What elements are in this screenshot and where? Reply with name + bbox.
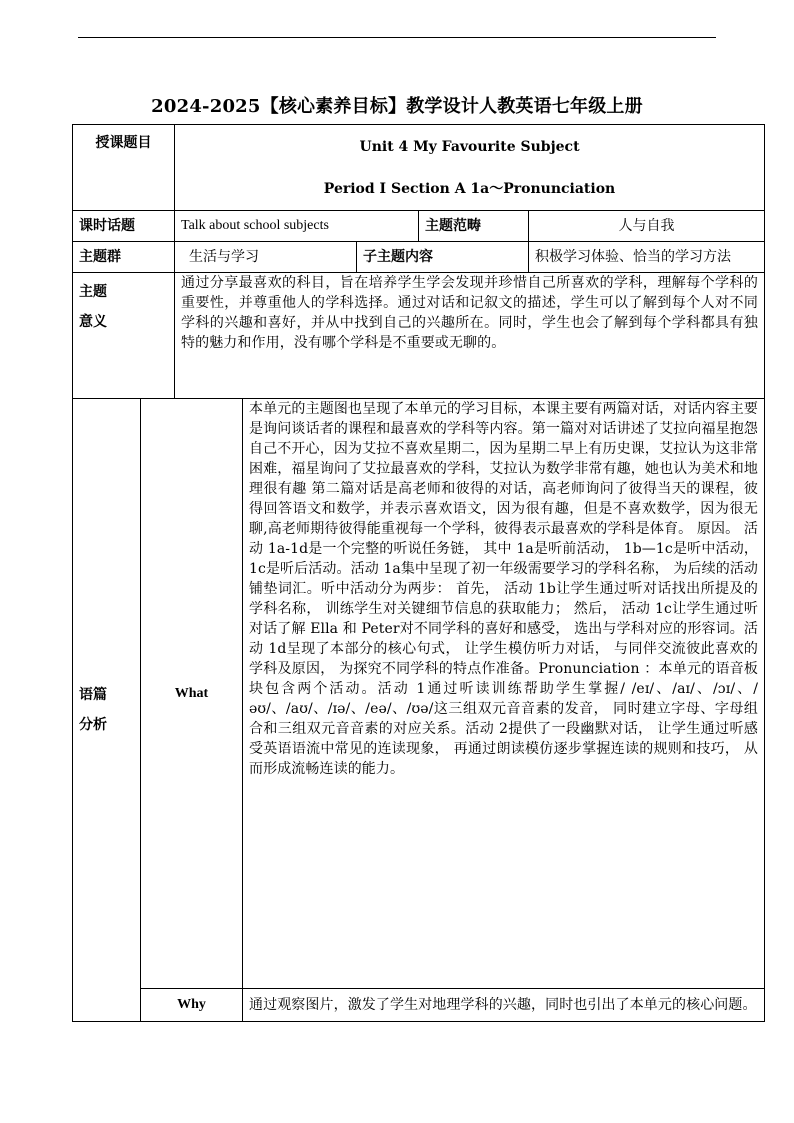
what-label: What <box>141 399 243 989</box>
subtopic-value: 积极学习体验、恰当的学习方法 <box>529 242 765 273</box>
lesson-title-cell <box>175 125 765 211</box>
meaning-text: 通过分享最喜欢的科目，旨在培养学生学会发现并珍惜自己所喜欢的学科，理解每个学科的重要性，并尊重他人的学科选择。通过对话和记叙文的描述，学生可以了解到每个人对不同学科的兴趣和喜好，并从中找到自己的兴趣所在。同时，学生也会了解到每个学科都具有独特的魅力和作用，没有哪个学科是不重要或无聊的。 <box>175 273 765 399</box>
period-title: Period I Section A 1a～Pronunciation <box>323 180 616 197</box>
analysis-label-line2: 分析 <box>79 717 107 733</box>
lesson-title-row <box>73 125 765 211</box>
category-value: 人与自我 <box>529 211 765 242</box>
topic-row <box>73 211 765 242</box>
theme-group-value: 生活与学习 <box>175 242 357 273</box>
group-row <box>73 242 765 273</box>
subtopic-label: 子主题内容 <box>357 242 529 273</box>
what-text: 本单元的主题图也呈现了本单元的学习目标，本课主要有两篇对话，对话内容主要是询问谈话者的课程和最喜欢的学科等内容。第一篇对对话讲述了艾拉向福星抱怨自己不开心，因为艾拉不喜欢星期二，因为星期二早上有历史课，艾拉认为这非常困难，福星询问了艾拉最喜欢的学科，艾拉认为数学非常有趣，她也认为美术和地理很有趣 第二篇对话是高老师和彼得的对话，高老师询问了彼得当天的课程，彼得回答语文和数学，并表示喜欢语文，因为很有趣，但是不喜欢数学，因为很无聊,高老师期待彼得能重视每一个学科，彼得表示最喜欢的学科是体育。 原因。 活动 1a-1d是一个完整的听说任务链， 其中 1a是听前活动， 1b—1c是听中活动， 1c是听后活动。活动 1a集中呈现了初一年级需要学习的学科名称， 为后续的活动铺垫词汇。听中活动分为两步： 首先， 活动 1b让学生通过听对话找出所提及的学科名称， 训练学生对关键细节信息的获取能力； 然后， 活动 1c让学生通过听对话了解 Ella 和 Peter对不同学科的喜好和感受， 选出与学科对应的形容词。活动 1d呈现了本部分的核心句式， 让学生模仿听力对话， 与同伴交流彼此喜欢的学科及原因， 为探究不同学科的特点作准备。Pronunciation ：本单元的语音板块包含两个活动。活动 1通过听读训练帮助学生掌握/ /eɪ/、/aɪ/、/ɔɪ/、/əʊ/、/aʊ/、/ɪə/、/eə/、/ʊə/这三组双元音音素的发音， 同时建立字母、字母组合和三组双元音音素的对应关系。活动 2提供了一段幽默对话， 让学生通过听感受英语语流中常见的连读现象， 再通过朗读模仿逐步掌握连读的规则和技巧， 从而形成流畅连读的能力。 <box>243 399 765 989</box>
why-label: Why <box>141 989 243 1022</box>
meaning-label <box>73 273 175 399</box>
why-text: 通过观察图片，激发了学生对地理学科的兴趣，同时也引出了本单元的核心问题。 <box>243 989 765 1022</box>
document-title: 2024-2025【核心素养目标】教学设计人教英语七年级上册 <box>151 96 643 117</box>
analysis-what-row <box>73 399 765 989</box>
theme-group-label: 主题群 <box>73 242 175 273</box>
lesson-plan-table <box>72 124 765 1022</box>
analysis-label <box>73 399 141 1022</box>
category-label: 主题范畴 <box>419 211 529 242</box>
unit-title: Unit 4 My Favourite Subject <box>359 138 580 155</box>
analysis-why-row <box>73 989 765 1022</box>
analysis-label-line1: 语篇 <box>79 687 107 703</box>
meaning-row <box>73 273 765 399</box>
header-rule <box>78 37 716 38</box>
meaning-label-line2: 意义 <box>79 314 107 330</box>
lesson-title-label: 授课题目 <box>73 125 175 211</box>
topic-label: 课时话题 <box>73 211 175 242</box>
meaning-label-line1: 主题 <box>79 284 107 300</box>
topic-value: Talk about school subjects <box>175 211 419 242</box>
